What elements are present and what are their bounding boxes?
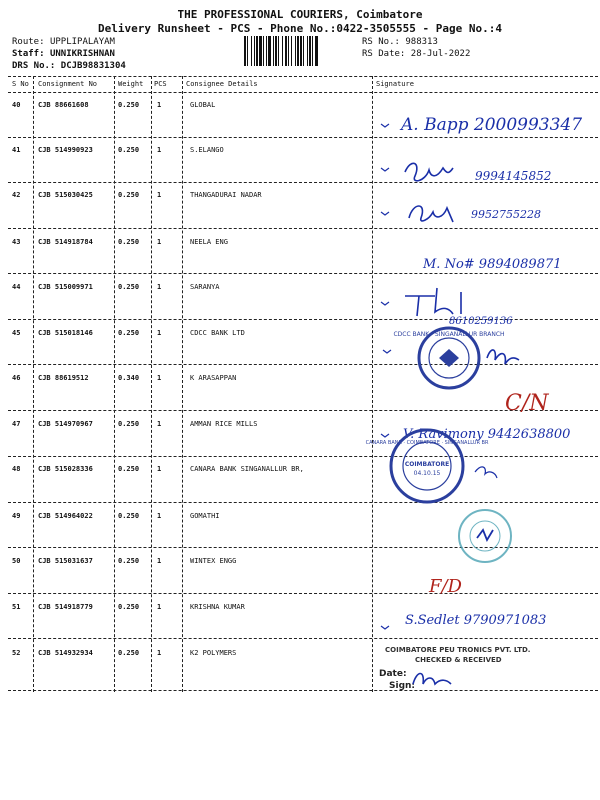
signature-row-45: [375, 330, 597, 374]
cell-consignment: CJB 514932934: [38, 649, 93, 657]
cell-pcs: 1: [157, 649, 162, 657]
handwritten-signature-42: [375, 192, 597, 236]
cell-consignment: CJB 514970967: [38, 420, 93, 428]
cell-consignment: CJB 515009971: [38, 283, 93, 291]
row-separator: [8, 690, 598, 691]
cell-consignee: KRISHNA KUMAR: [190, 603, 245, 611]
cell-consignee: K2 POLYMERS: [190, 649, 237, 657]
handwritten-signature-41: [375, 148, 597, 192]
canara-stamp-date: 04.10.15: [413, 470, 441, 477]
footer-stamp-company: COIMBATORE PEU TRONICS PVT. LTD.: [385, 646, 531, 654]
signature-text-43: M. No# 9894089871: [423, 257, 562, 272]
cell-pcs: 1: [157, 329, 162, 337]
cell-consignee: THANGADURAI NADAR: [190, 191, 262, 199]
cell-pcs: 1: [157, 191, 162, 199]
company-receiving-stamp: [375, 644, 597, 691]
cell-consignee: GLOBAL: [190, 101, 216, 109]
cell-consignee: CDCC BANK LTD: [190, 329, 245, 337]
cell-sno: 40: [12, 101, 21, 109]
cell-pcs: 1: [157, 238, 162, 246]
document-title: THE PROFESSIONAL COURIERS, Coimbatore: [177, 8, 423, 21]
signature-text-51: S.Sedlet 9790971083: [405, 613, 547, 628]
cell-sno: 43: [12, 238, 21, 246]
cell-weight: 0.250: [118, 146, 140, 154]
footer-stamp-sign-label: Sign:: [389, 681, 416, 691]
cell-sno: 51: [12, 603, 21, 611]
cell-pcs: 1: [157, 557, 162, 565]
signature-text-50: F/D: [429, 576, 462, 597]
cell-sno: 45: [12, 329, 21, 337]
cell-pcs: 1: [157, 512, 162, 520]
column-divider: [151, 76, 152, 692]
cell-consignee: WINTEX ENGG: [190, 557, 237, 565]
cell-weight: 0.250: [118, 420, 140, 428]
cell-consignee: AMMAN RICE MILLS: [190, 420, 258, 428]
rs-no-value: 988313: [405, 37, 438, 47]
col-header-pcs: PCS: [154, 80, 167, 88]
rs-date-line: [362, 49, 470, 59]
cell-pcs: 1: [157, 420, 162, 428]
drs-label: DRS No.:: [12, 61, 56, 71]
column-divider: [182, 76, 183, 692]
signature-text-41: 9994145852: [475, 169, 552, 183]
cell-consignee: S.ELANGO: [190, 146, 224, 154]
cell-weight: 0.250: [118, 238, 140, 246]
teal-round-stamp: [375, 516, 597, 560]
barcode: [244, 36, 348, 66]
cell-consignment: CJB 88661608: [38, 101, 89, 109]
footer-stamp-checked: CHECKED & RECEIVED: [415, 656, 502, 664]
cell-sno: 48: [12, 465, 21, 473]
cell-consignment: CJB 515018146: [38, 329, 93, 337]
handwritten-signature-44: [375, 280, 597, 327]
cell-consignee: CANARA BANK SINGANALLUR BR,: [190, 465, 304, 473]
barcode-bar: [318, 36, 319, 66]
cdcc-stamp-text: CDCC BANK · SINGANALLUR BRANCH: [393, 331, 505, 338]
rs-no-line: [362, 37, 438, 47]
cell-consignee: SARANYA: [190, 283, 220, 291]
rs-no-label: RS No.:: [362, 37, 400, 47]
signature-text-42: 9952755228: [471, 208, 541, 221]
signature-row-40: [375, 102, 597, 146]
route-line: [12, 37, 115, 47]
column-divider: [33, 76, 34, 692]
cell-weight: 0.250: [118, 329, 140, 337]
cell-sno: 46: [12, 374, 21, 382]
signature-row-42: [375, 192, 597, 236]
route-value: UPPLIPALAYAM: [49, 37, 115, 47]
cell-consignment: CJB 515028336: [38, 465, 93, 473]
canara-bank-stamp: [365, 440, 597, 510]
canara-stamp-ring-text: CANARA BANK · COIMBATORE · SINGANALLUR BR: [365, 440, 489, 446]
cell-consignment: CJB 88619512: [38, 374, 89, 382]
rs-date-label: RS Date:: [362, 49, 406, 59]
drs-line: [12, 61, 126, 71]
handwritten-signature-40: [375, 102, 597, 146]
signature-row-51: [375, 604, 597, 648]
cell-consignment: CJB 515030425: [38, 191, 93, 199]
footer-stamp-date-label: Date:: [379, 669, 407, 679]
cell-sno: 50: [12, 557, 21, 565]
cell-weight: 0.250: [118, 512, 140, 520]
cell-pcs: 1: [157, 283, 162, 291]
drs-value: DCJB98831304: [60, 61, 126, 71]
cell-weight: 0.250: [118, 649, 140, 657]
cell-weight: 0.250: [118, 465, 140, 473]
cell-weight: 0.250: [118, 191, 140, 199]
cell-sno: 49: [12, 512, 21, 520]
document-subtitle: Delivery Runsheet - PCS - Phone No.:0422-3505555 - Page No.:4: [98, 22, 502, 35]
cell-pcs: 1: [157, 374, 162, 382]
signature-row-52: [375, 644, 597, 691]
signature-text-46: C/N: [505, 391, 549, 416]
cell-weight: 0.250: [118, 283, 140, 291]
rs-date-value: 28-Jul-2022: [410, 49, 471, 59]
cell-consignment: CJB 514918779: [38, 603, 93, 611]
signature-row-49: [375, 516, 597, 560]
cell-pcs: 1: [157, 465, 162, 473]
signature-row-44: [375, 280, 597, 327]
signature-text-40: A. Bapp 2000993347: [401, 115, 583, 135]
col-header-sno: S No: [12, 80, 29, 88]
cell-consignee: K ARASAPPAN: [190, 374, 237, 382]
column-divider: [372, 76, 373, 692]
cell-consignment: CJB 514990923: [38, 146, 93, 154]
cell-pcs: 1: [157, 603, 162, 611]
signature-text-44: 8610259136: [449, 316, 513, 327]
col-header-weight: Weight: [118, 80, 144, 88]
table-top-rule: [8, 76, 598, 77]
col-header-consignee: Consignee Details: [186, 80, 258, 88]
cell-sno: 52: [12, 649, 21, 657]
route-label: Route:: [12, 37, 45, 47]
col-header-signature: Signature: [376, 80, 414, 88]
cell-consignee: GOMATHI: [190, 512, 220, 520]
signature-text-47: V. Ravimony 9442638800: [403, 427, 571, 442]
cell-weight: 0.250: [118, 101, 140, 109]
cell-sno: 41: [12, 146, 21, 154]
cell-sno: 42: [12, 191, 21, 199]
canara-stamp-center: COIMBATORE: [404, 461, 450, 468]
handwritten-signature-51: [375, 604, 597, 648]
staff-value: UNNIKRISHNAN: [49, 49, 115, 59]
cdcc-bank-stamp: [375, 330, 597, 374]
col-header-consignment: Consignment No: [38, 80, 98, 88]
cell-weight: 0.250: [118, 557, 140, 565]
cell-pcs: 1: [157, 101, 162, 109]
cell-sno: 44: [12, 283, 21, 291]
cell-pcs: 1: [157, 146, 162, 154]
cell-weight: 0.340: [118, 374, 140, 382]
cell-sno: 47: [12, 420, 21, 428]
table-header-rule: [8, 92, 598, 93]
cell-weight: 0.250: [118, 603, 140, 611]
column-divider: [114, 76, 115, 692]
signature-row-41: [375, 148, 597, 192]
cell-consignee: NEELA ENG: [190, 238, 228, 246]
cell-consignment: CJB 514964022: [38, 512, 93, 520]
signature-row-48: [365, 440, 597, 510]
staff-line: [12, 49, 115, 59]
staff-label: Staff:: [12, 49, 45, 59]
cell-consignment: CJB 515031637: [38, 557, 93, 565]
cell-consignment: CJB 514918784: [38, 238, 93, 246]
